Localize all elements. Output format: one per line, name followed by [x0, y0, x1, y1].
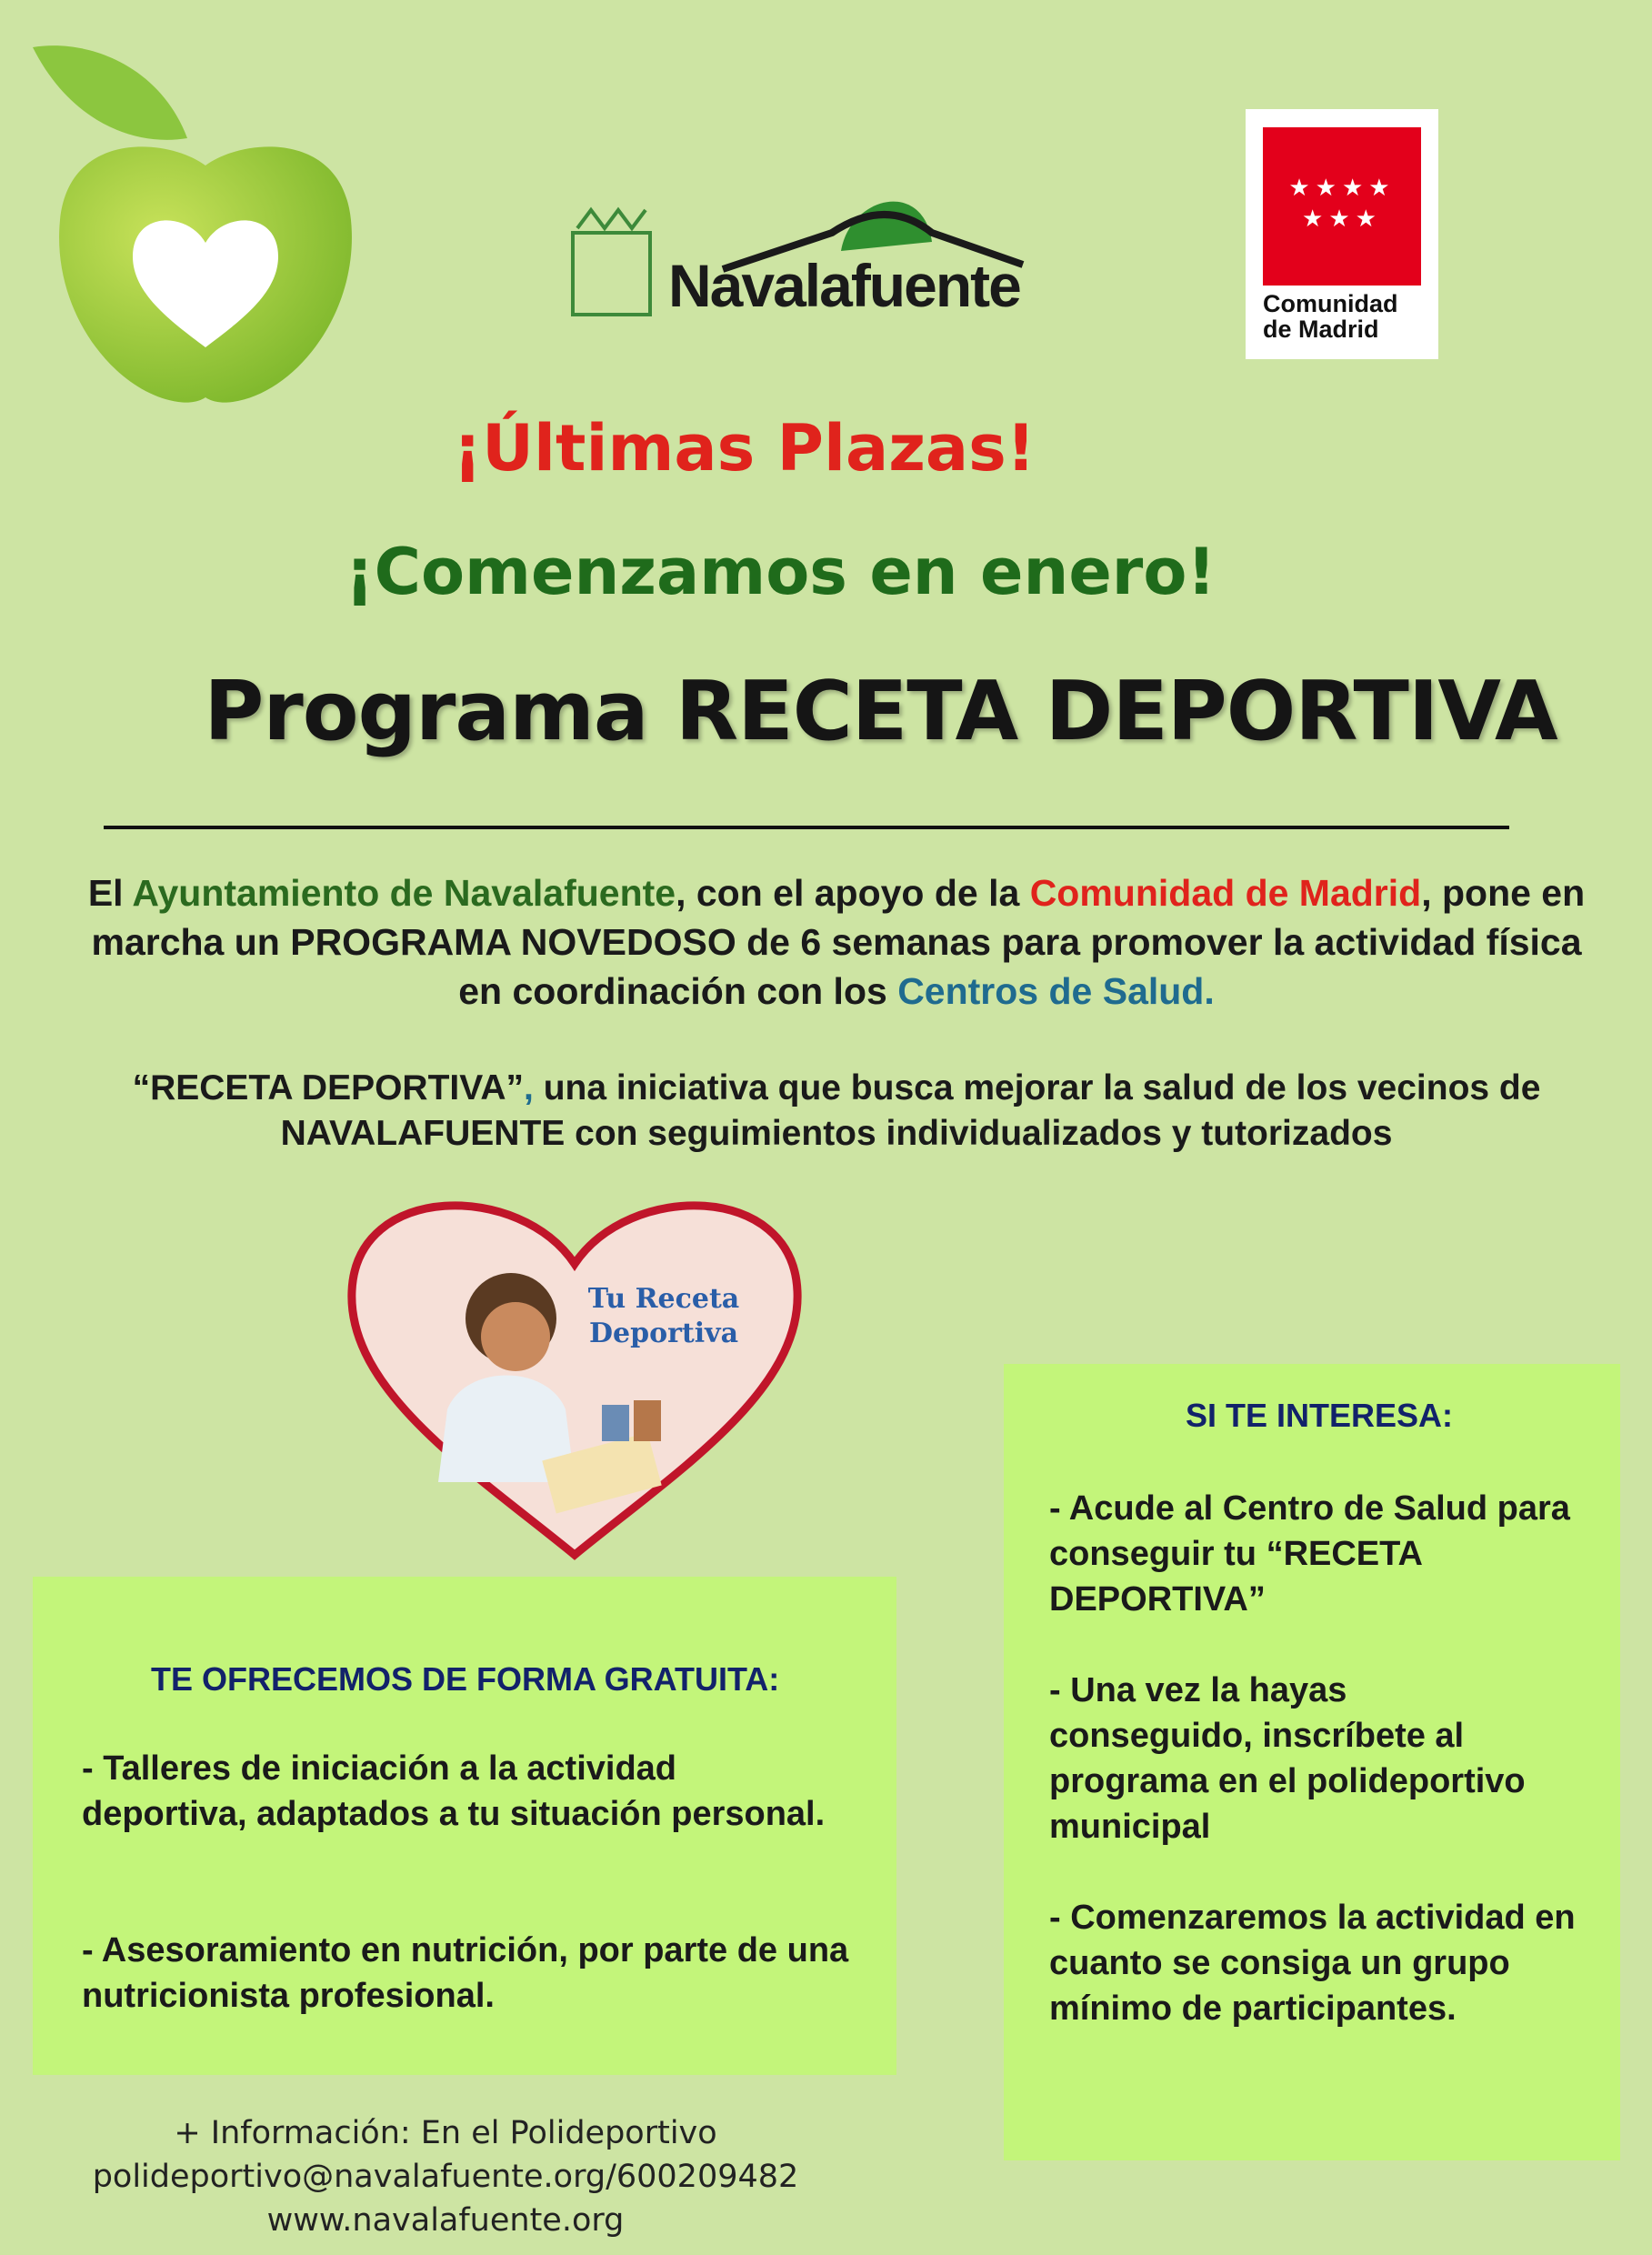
email-phone-link[interactable]: polideportivo@navalafuente.org/600209482 — [92, 2159, 799, 2195]
centros-salud: Centros de Salud. — [897, 970, 1215, 1012]
cm-name-line2: de Madrid — [1263, 316, 1379, 343]
program-title: Programa RECETA DEPORTIVA — [204, 664, 1557, 759]
comunidad-de-madrid-logo — [1246, 109, 1438, 359]
receta-description: “RECETA DEPORTIVA”, una iniciativa que busca mejorar la salud de los vecinos de NAVALAFUENTE con seguimientos individualizados y tutorizados — [132, 1068, 1541, 1153]
offer-heading: TE OFRECEMOS DE FORMA GRATUITA: — [151, 1660, 780, 1698]
intro-paragraph: El Ayuntamiento de Navalafuente, con el apoyo de la Comunidad de Madrid, pone en marcha un PROGRAMA NOVEDOSO de 6 semanas para promover la actividad física en coordinación con los Centros de Salud. — [87, 872, 1586, 1012]
interest-item: - Acude al Centro de Salud para conseguir tu “RECETA DEPORTIVA” — [1049, 1489, 1570, 1619]
contact-footer — [36, 2111, 855, 2242]
interest-item: - Comenzaremos la actividad en cuanto se consiga un grupo mínimo de participantes. — [1049, 1899, 1576, 2028]
stars-icon: ★★★★ — [1288, 175, 1396, 202]
apple-heart-logo — [33, 38, 378, 411]
cm-name-line1: Comunidad — [1263, 290, 1398, 317]
offer-item: - Asesoramiento en nutrición, por parte de una nutricionista profesional. — [82, 1931, 849, 2015]
last-places-headline: ¡Últimas Plazas! — [453, 411, 1036, 486]
interest-panel — [1004, 1364, 1620, 2160]
offer-item: - Talleres de iniciación a la actividad deportiva, adaptados a tu situación personal. — [82, 1749, 826, 1833]
interest-heading: SI TE INTERESA: — [1186, 1397, 1454, 1434]
divider — [104, 826, 1509, 829]
heart-illustration — [338, 1182, 811, 1564]
heart-caption: Tu Receta Deportiva — [587, 1283, 740, 1349]
comunidad-name: Comunidad de Madrid — [1029, 872, 1422, 914]
info-line: + Información: En el Polideportivo — [174, 2115, 717, 2151]
cm-red-flag: ★★★★ ★★★ — [1263, 127, 1421, 286]
website-link[interactable]: www.navalafuente.org — [266, 2202, 625, 2239]
town-name: Navalafuente — [668, 252, 1020, 319]
offer-panel — [33, 1577, 896, 2075]
navalafuente-logo — [568, 178, 1032, 324]
start-headline: ¡Comenzamos en enero! — [345, 535, 1216, 609]
ayuntamiento-name: Ayuntamiento de Navalafuente — [132, 872, 676, 914]
interest-item: - Una vez la hayas conseguido, inscríbete al programa en el polideportivo municipal — [1049, 1671, 1526, 1846]
